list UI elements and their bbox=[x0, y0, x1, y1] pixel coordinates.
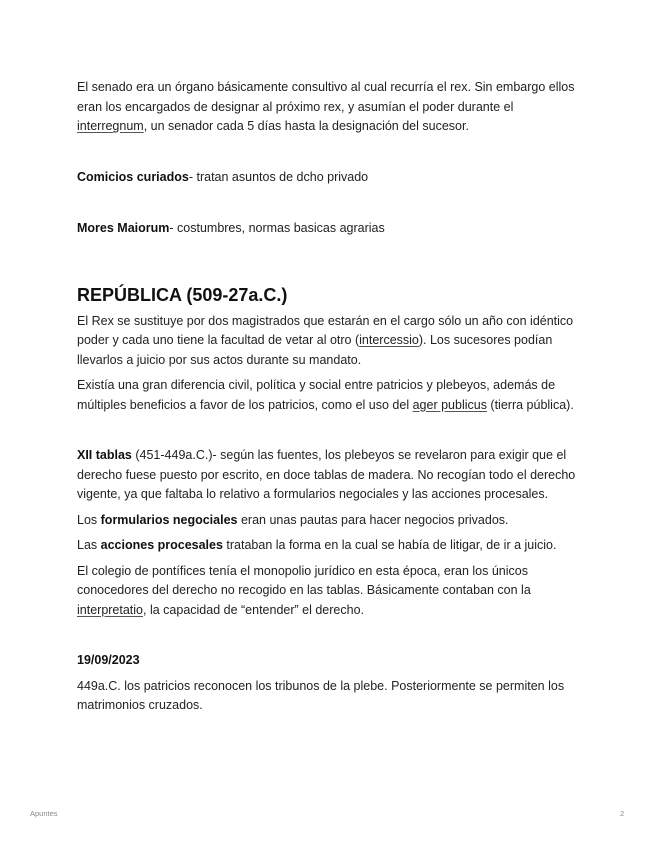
paragraph-formularios bbox=[77, 511, 582, 531]
date-heading bbox=[77, 651, 582, 671]
paragraph-pontifices bbox=[77, 562, 582, 621]
document-body bbox=[77, 78, 582, 716]
text: (451-449a.C.)- según las fuentes, los plebeyos se revelaron para exigir que el derecho fuese puesto por escrito, en doce tablas de madera. No recogían todo el derecho vigente, ya que faltaba lo relativo a formularios negociales y las acciones procesales. bbox=[77, 448, 576, 501]
heading-republica: REPÚBLICA (509-27a.C.) bbox=[77, 284, 288, 305]
paragraph-senado bbox=[77, 78, 582, 137]
term-comicios-curiados: Comicios curiados bbox=[77, 169, 189, 184]
term-ager-publicus: ager publicus bbox=[412, 397, 487, 412]
term-mores-maiorum: Mores Maiorum bbox=[77, 221, 170, 235]
text: trataban la forma en la cual se había de litigar, de ir a juicio. bbox=[222, 538, 557, 552]
text: Existía una gran diferencia civil, política y social entre patricios y plebeyos, además de múltiples beneficios a favor de los patricios, como el uso del bbox=[77, 378, 556, 412]
date-text: 19/09/2023 bbox=[77, 653, 140, 667]
text: - tratan asuntos de dcho privado bbox=[188, 169, 369, 184]
text: , un senador cada 5 días hasta la designación del sucesor. bbox=[143, 119, 469, 133]
text: Las bbox=[77, 538, 101, 552]
text: El Rex se sustituye por dos magistrados que estarán en el cargo sólo un año con idéntico poder y cada uno tiene la facultad de vetar al otro ( bbox=[77, 313, 574, 347]
term-intercessio: intercessio bbox=[359, 333, 419, 347]
text: eran unas pautas para hacer negocios privados. bbox=[237, 512, 509, 527]
paragraph-diferencia bbox=[77, 376, 582, 415]
term-interpretatio: interpretatio bbox=[77, 602, 144, 617]
text: El colegio de pontífices tenía el monopolio jurídico en esta época, eran los únicos conocedores del derecho no recogido en las tablas. Básicamente contaban con la bbox=[77, 563, 531, 597]
text: (tierra pública). bbox=[486, 397, 574, 412]
page-number: 2 bbox=[620, 809, 625, 818]
paragraph-rex bbox=[77, 312, 582, 371]
text: El senado era un órgano básicamente consultivo al cual recurría el rex. Sin embargo ellos eran los encargados de designar al próximo rex, y asumían el poder durante el bbox=[77, 80, 575, 114]
paragraph-xii-tablas bbox=[77, 446, 582, 505]
text: ). Los sucesores podían llevarlos a juicio por sus actos durante su mandato. bbox=[77, 333, 553, 367]
term-formularios-negociales: formularios negociales bbox=[100, 512, 238, 527]
term-acciones-procesales: acciones procesales bbox=[100, 538, 223, 552]
text: Los bbox=[77, 512, 101, 527]
paragraph-tribunos: 449a.C. los patricios reconocen los tribunos de la plebe. Posteriormente se permiten los matrimonios cruzados. bbox=[77, 678, 565, 712]
paragraph-comicios bbox=[77, 168, 582, 188]
paragraph-acciones bbox=[77, 536, 582, 556]
text: - costumbres, normas basicas agrarias bbox=[169, 221, 385, 235]
term-interregnum: interregnum bbox=[77, 119, 144, 133]
term-xii-tablas: XII tablas bbox=[77, 448, 132, 462]
paragraph-mores bbox=[77, 219, 582, 239]
footer-title: Apuntes bbox=[30, 809, 58, 818]
text: , la capacidad de “entender” el derecho. bbox=[143, 602, 364, 617]
